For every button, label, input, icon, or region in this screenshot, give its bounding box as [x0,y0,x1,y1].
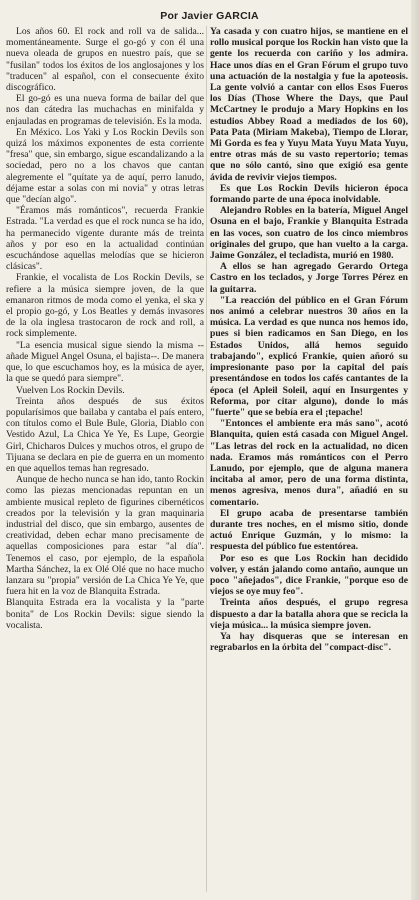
article-column-right [210,26,408,896]
byline: Por Javier GARCIA [160,10,259,22]
paragraph: Treinta años después, el grupo regresa dispuesto a dar la batalla ahora que se recicla la vieja música... la música siempre joven. [210,597,408,631]
paragraph: A ellos se han agregado Gerardo Ortega Castro en los teclados, y Jorge Torres Pérez en la guitarra. [210,261,408,295]
paragraph: Treinta años después de sus éxitos popularísimos que bailaba y cantaba el país entero, con títulos como el Bule Bule, Gloria, Diablo con Vestido Azul, La Chica Ye Ye, Es Lupe, Georgie Girl, Chicharos Dulces y muchos otros, el grupo de Tijuana se declara en pie de guerra en un momento en que aquellos temas han regresado. [6,395,204,474]
paragraph: "Entonces el ambiente era más sano", acotó Blanquita, quien está casada con Miguel Angel. "Las letras del rock en la actualidad, no dicen nada. Eramos más románticos con el Perro Lanudo, por ejemplo, que de alguna manera incitaba al amor, pero de una forma distinta, menos agresiva, menos dura", añadió en su comentario. [210,418,408,508]
paragraph: Ya casada y con cuatro hijos, se mantiene en el rollo musical porque los Rockin han visto que la gente los recuerda con cariño y los admira. Hace unos días en el Gran Fórum el grupo tuvo una actuación de la nostalgia y fue la apoteosis. La gente volvió a cantar con ellos Esos Fueros los Días (Those Where the Days, que Paul McCartney le produjo a Mary Hopkins en los estudios Abbey Road a mediados de los 60), Pata Pata (Miriam Makeba), Tiempo de Llorar, Mi Gorda es fea y Yuyu Mata Yuyu Mata Yuyu, entre otras más de su vasto repertorio; temas que no sólo cantó, sino que exigió esa gente ávida de revivir viejos tiempos. [210,26,408,183]
paragraph: Alejandro Robles en la batería, Miguel Angel Osuna en el bajo, Frankie y Blanquita Estrada en las voces, son cuatro de los cinco miembros originales del grupo, que han vuelto a la carga. Jaime González, el tecladista, murió en 1980. [210,205,408,262]
paragraph: Vuelven Los Rockin Devils. [16,384,125,396]
paragraph: Por eso es que Los Rockin han decidido volver, y están jalando como antaño, aunque un poco "añejados", dice Frankie, "porque eso de viejos se oye muy feo". [210,552,408,598]
paragraph: Frankie, el vocalista de Los Rockin Devils, se refiere a la música siempre joven, de la que emanaron ritmos de moda como el yenka, el ska y el propio go-gó, y Los Beatles y demás invasores de la ola inglesa trastocaron de rock and roll, a rock simplemente. [6,272,204,340]
paragraph: Blanquita Estrada era la vocalista y la "parte bonita" de Los Rockin Devils: sigue siendo la vocalista. [6,597,204,631]
column-divider [206,26,207,892]
paper-fold-edge [411,0,419,900]
article-column-left [6,26,204,896]
paragraph: "La reacción del público en el Gran Fórum nos animó a celebrar nuestros 30 años en la música. La verdad es que nunca nos hemos ido, pues si bien radicamos en San Diego, en los Estados Unidos, allá hemos seguido trabajando", explicó Frankie, quien añoró su impresionante paso por la capital del país presentándose en todos los cafés cantantes de la época (el Apleil Soleil, aquí en Insurgentes y Reforma, por citar alguno), donde lo más "fuerte" que se bebía era el ¡tepache! [210,294,408,418]
paragraph: Aunque de hecho nunca se han ido, tanto Rockin como las piezas mencionadas repuntan en un ambiente musical repleto de figurines cibernéticos creados por la televisión y la gran maquinaria industrial del disco, que sin embargo, ausentes de creatividad, deben echar mano precisamente de aquellas composiciones para estar "al día". Tenemos el caso, por ejemplo, de la española Martha Sánchez, la ex Olé Olé que no hace mucho lanzara su "propia" versión de La Chica Ye Ye, que fuera hit en la voz de Blanquita Estrada. [6,474,204,598]
paragraph: Los años 60. El rock and roll va de salida... momentáneamente. Surge el go-gó y con él una nueva oleada de grupos en nuestro país, que se "fusilan" todos los éxitos de los anglosajones y los "traducen" al español, con el consecuente éxito discográfico. [6,26,204,94]
paragraph: En México. Los Yaki y Los Rockin Devils son quizá los máximos exponentes de esta corriente "fresa" que, sin embargo, sigue escandalizando a la sociedad, pero no a los chavos que cantan alegremente el "quítate ya de aquí, perro lanudo, déjame estar a solas con mi novia" y otras letras que "decían algo". [6,126,204,206]
paragraph: Es que Los Rockin Devils hicieron época formando parte de una época inolvidable. [210,182,408,206]
paragraph: "La esencia musical sigue siendo la misma --añade Miguel Angel Osuna, el bajista--. De manera que, lo que escuchamos hoy, es la música de ayer, la que se quedó para siempre". [6,339,204,385]
paragraph: El go-gó es una nueva forma de bailar del que nos dan cátedra las muchachas en minifalda y enjauladas en programas de televisión. Es la moda. [6,93,204,127]
paragraph: "Éramos más románticos", recuerda Frankie Estrada. "La verdad es que el rock nunca se ha ido, ha permanecido vigente durante más de treinta años y por eso en la actualidad continúan escuchándose aquellas melodías que se hicieron clásicas". [6,205,204,273]
paragraph: Ya hay disqueras que se interesan en regrabarlos en la órbita del "compact-disc". [210,630,408,654]
paragraph: El grupo acaba de presentarse también durante tres noches, en el mismo sitio, donde actuó Enrique Guzmán, y lo mismo: la respuesta del público fue estentórea. [210,507,408,553]
